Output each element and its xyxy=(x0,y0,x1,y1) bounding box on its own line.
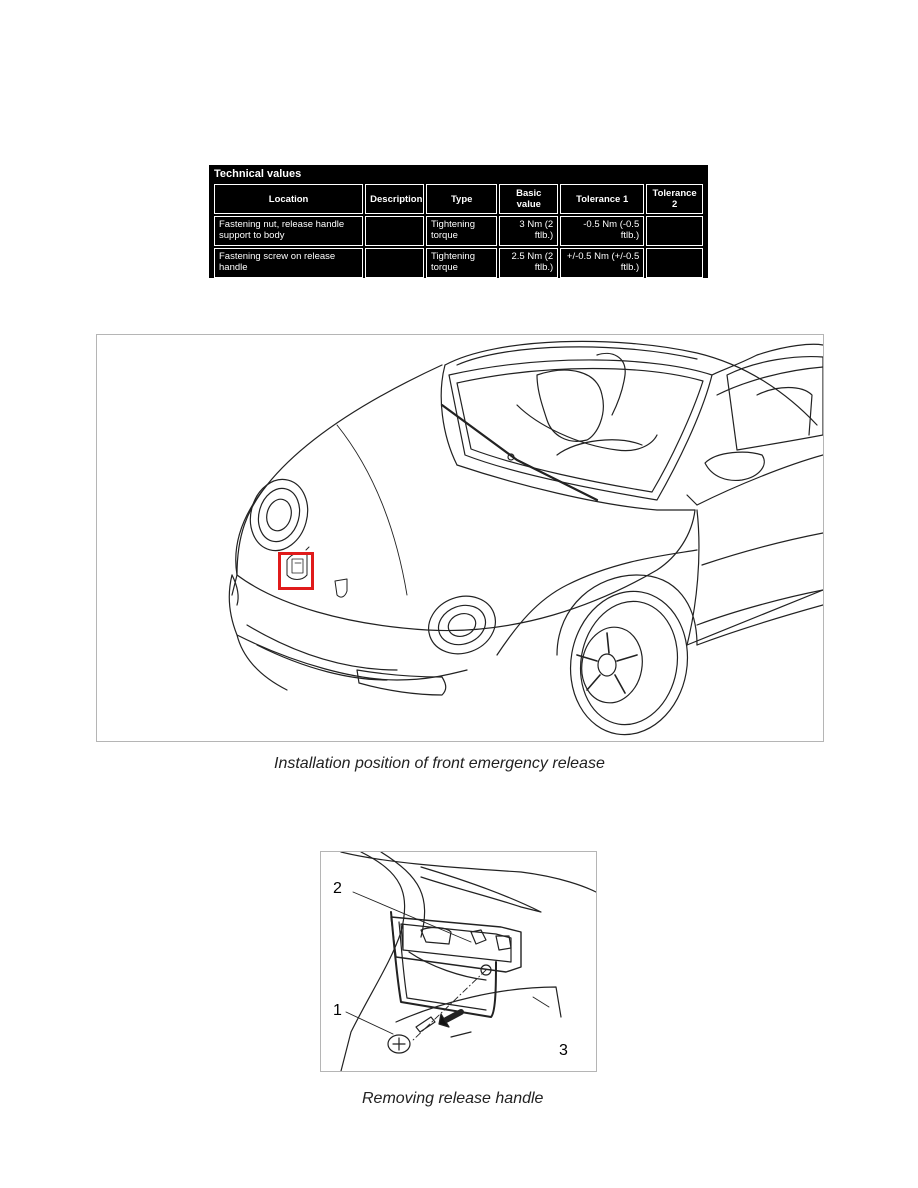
cell-basic-value: 2.5 Nm (2 ftlb.) xyxy=(499,248,558,278)
car-installation-figure xyxy=(96,334,824,742)
cell-type: Tightening torque xyxy=(426,248,497,278)
cell-basic-value: 3 Nm (2 ftlb.) xyxy=(499,216,558,246)
col-header-location: Location xyxy=(214,184,363,214)
table-title: Technical values xyxy=(214,168,302,180)
figure1-caption: Installation position of front emergency release xyxy=(274,755,605,772)
col-header-tolerance-2: Tolerance 2 xyxy=(646,184,703,214)
cell-location: Fastening nut, release handle support to body xyxy=(214,216,363,246)
release-handle-figure xyxy=(320,851,597,1072)
cell-tolerance-1: +/-0.5 Nm (+/-0.5 ftlb.) xyxy=(560,248,644,278)
car-line-drawing xyxy=(97,335,823,741)
cell-type: Tightening torque xyxy=(426,216,497,246)
cell-tolerance-2 xyxy=(646,216,703,246)
highlight-box xyxy=(278,552,314,590)
col-header-basic-value: Basic value xyxy=(499,184,558,214)
cell-tolerance-1: -0.5 Nm (-0.5 ftlb.) xyxy=(560,216,644,246)
technical-values-table xyxy=(209,165,708,278)
col-header-tolerance-1: Tolerance 1 xyxy=(560,184,644,214)
table-row xyxy=(214,216,703,246)
technical-values-grid xyxy=(212,182,705,280)
cell-location: Fastening screw on release handle xyxy=(214,248,363,278)
release-handle-drawing xyxy=(321,852,596,1071)
figure2-caption: Removing release handle xyxy=(362,1090,544,1107)
callout-3: 3 xyxy=(559,1042,568,1059)
col-header-description: Description xyxy=(365,184,424,214)
cell-description xyxy=(365,216,424,246)
callout-2: 2 xyxy=(333,880,342,897)
col-header-type: Type xyxy=(426,184,497,214)
cell-description xyxy=(365,248,424,278)
callout-1: 1 xyxy=(333,1002,342,1019)
cell-tolerance-2 xyxy=(646,248,703,278)
table-row xyxy=(214,248,703,278)
table-header-row xyxy=(214,184,703,214)
